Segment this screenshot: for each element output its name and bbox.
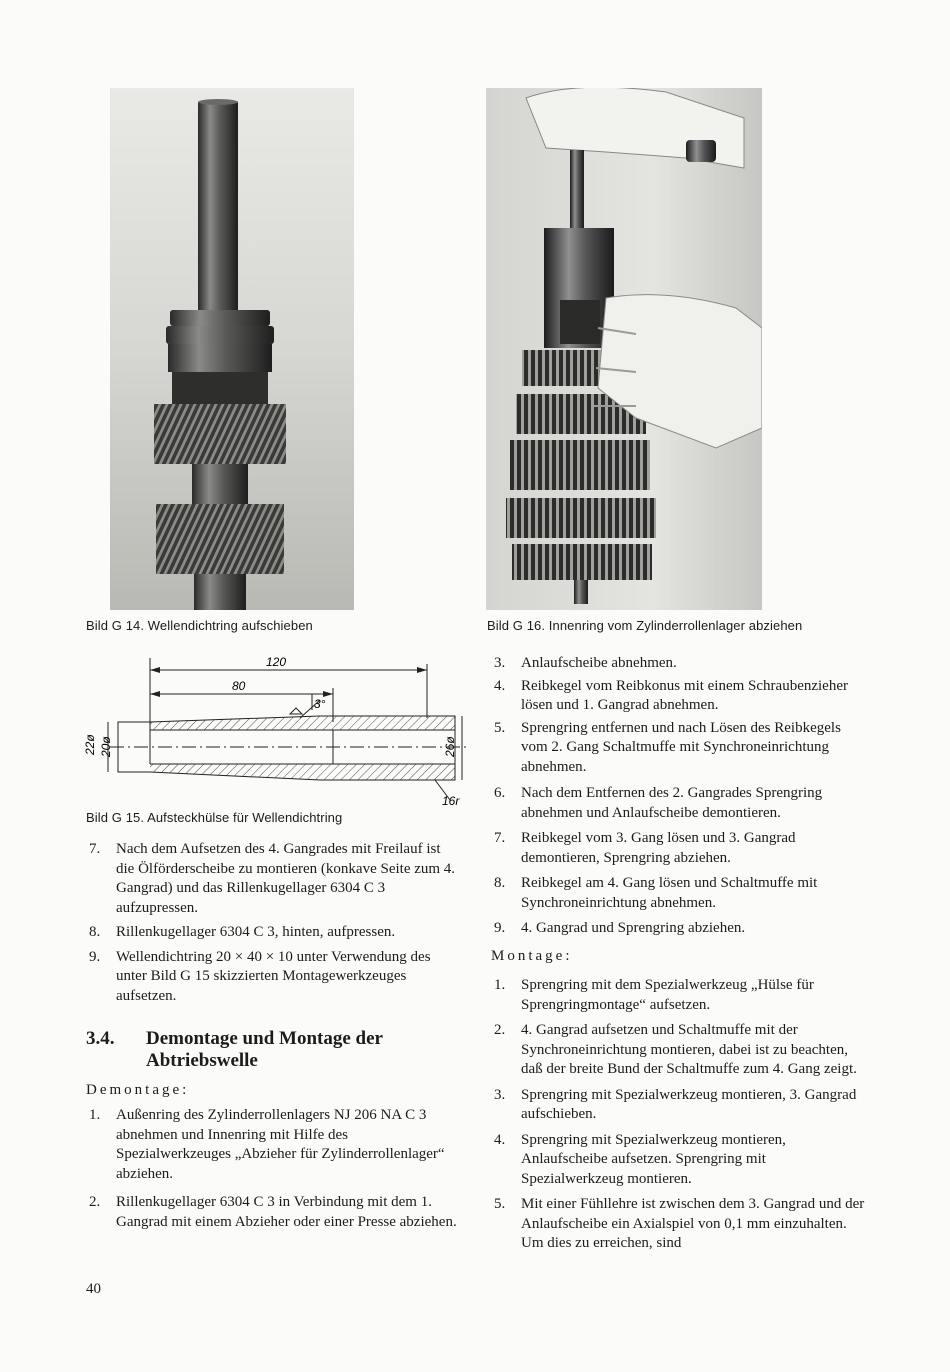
list-item: 7. Nach dem Aufsetzen des 4. Gangrades mit Freilauf ist die Ölförderscheibe zu montieren (konkave Seite zum 4. Gangrad) und das Rillenkugellager 6304 C 3 aufzupressen.	[89, 841, 456, 916]
technical-drawing-sleeve	[80, 650, 480, 810]
list-item: 1. Sprengring mit dem Spezialwerkzeug „Hülse für Sprengringmontage“ aufsetzen.	[494, 977, 814, 1013]
montage-steps-list	[494, 976, 869, 1254]
right-steps-list	[494, 654, 869, 939]
list-item: 2. 4. Gangrad aufsetzen und Schaltmuffe mit der Synchroneinrichtung montieren, dabei ist zu beachten, daß der breite Bund der Schaltmuffe zum 4. Gang zeigt.	[494, 1022, 857, 1077]
section-title: Demontage und Montage der Abtriebswelle	[146, 1028, 383, 1071]
figure-caption-g16: Bild G 16. Innenring vom Zylinderrollenlager abziehen	[487, 618, 803, 633]
figure-caption-g14: Bild G 14. Wellendichtring aufschieben	[86, 618, 313, 633]
dimension-20-diameter: 20ø	[99, 736, 113, 757]
list-item: 8. Rillenkugellager 6304 C 3, hinten, aufpressen.	[89, 924, 396, 940]
dimension-22-diameter: 22ø	[83, 734, 97, 755]
list-item: 1. Außenring des Zylinderrollenlagers NJ 206 NA C 3 abnehmen und Innenring mit Hilfe des Spezialwerkzeuges „Abzieher für Zylinderrollenlager“ abziehen.	[89, 1107, 445, 1182]
list-item: 6. Nach dem Entfernen des 2. Gangrades Sprengring abnehmen und Anlaufscheibe demontieren.	[494, 785, 823, 821]
list-item: 4. Reibkegel vom Reibkonus mit einem Schraubenzieher lösen und 1. Gangrad abnehmen.	[494, 677, 848, 713]
dimension-80: 80	[232, 679, 246, 693]
list-item: 9. 4. Gangrad und Sprengring abziehen.	[494, 920, 746, 936]
demontage-label: Demontage:	[86, 1082, 190, 1098]
figure-caption-g15: Bild G 15. Aufsteckhülse für Wellendichtring	[86, 810, 343, 825]
list-item: 5. Sprengring entfernen und nach Lösen des Reibkegels vom 2. Gang Schaltmuffe mit Synchroneinrichtung abnehmen.	[494, 719, 841, 775]
dimension-angle: 3°	[314, 697, 326, 711]
list-item: 9. Wellendichtring 20 × 40 × 10 unter Verwendung des unter Bild G 15 skizzierten Montagewerkzeuges aufsetzen.	[89, 948, 431, 1004]
dimension-16-radius: 16r	[442, 794, 460, 808]
page-number: 40	[86, 1281, 101, 1297]
demontage-steps-list	[89, 1106, 461, 1232]
list-item: 7. Reibkegel vom 3. Gang lösen und 3. Gangrad demontieren, Sprengring abziehen.	[494, 830, 796, 866]
list-item: 3. Sprengring mit Spezialwerkzeug montieren, 3. Gangrad aufschieben.	[494, 1086, 857, 1122]
list-item: 3. Anlaufscheibe abnehmen.	[494, 655, 677, 671]
dimension-26-diameter: 26ø	[443, 736, 457, 757]
photo-bearing-puller	[486, 88, 762, 610]
left-steps-list	[89, 840, 461, 1006]
montage-label: Montage:	[491, 948, 573, 964]
list-item: 2. Rillenkugellager 6304 C 3 in Verbindung mit dem 1. Gangrad mit einem Abzieher oder einer Presse abziehen.	[89, 1194, 457, 1230]
section-number: 3.4.	[86, 1028, 115, 1049]
list-item: 4. Sprengring mit Spezialwerkzeug montieren, Anlaufscheibe aufsetzen. Sprengring mit Spezialwerkzeug montieren.	[494, 1131, 786, 1187]
dimension-120: 120	[266, 655, 287, 669]
list-item: 8. Reibkegel am 4. Gang lösen und Schaltmuffe mit Synchroneinrichtung abnehmen.	[494, 875, 818, 911]
photo-shaft-seal	[110, 88, 354, 610]
list-item: 5. Mit einer Fühllehre ist zwischen dem 3. Gangrad und der Anlaufscheibe ein Axialspiel von 0,1 mm einzuhalten. Um dies zu erreichen, sind	[494, 1196, 865, 1251]
